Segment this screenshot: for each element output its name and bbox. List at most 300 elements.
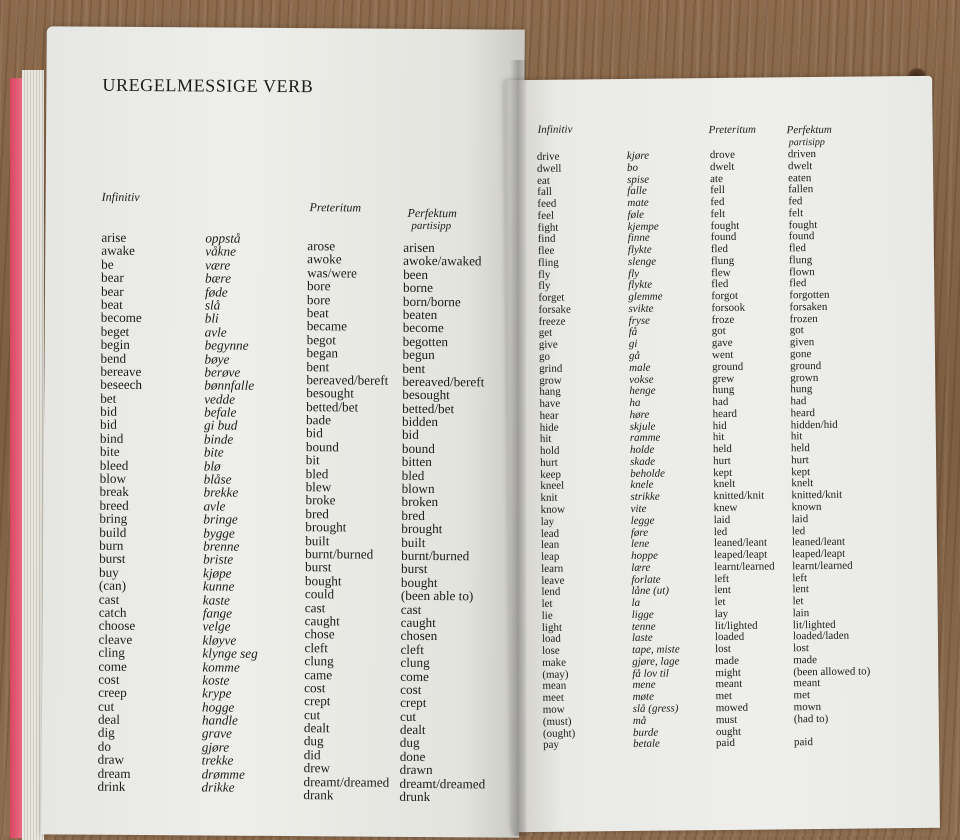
verb-preterite: fled	[711, 278, 729, 291]
verb-infinitive: cast	[98, 591, 120, 607]
verb-perfect: met	[793, 689, 811, 702]
verb-infinitive: lean	[540, 538, 560, 552]
verb-preterite: fell	[710, 184, 725, 197]
verb-infinitive: hold	[539, 444, 560, 458]
verb-norwegian: tape, miste	[631, 643, 680, 657]
verb-infinitive: awake	[101, 243, 136, 259]
verb-perfect: given	[789, 336, 815, 349]
verb-preterite: mowed	[715, 701, 749, 715]
verb-norwegian: la	[631, 596, 641, 610]
verb-infinitive: be	[101, 256, 114, 272]
verb-preterite: cost	[304, 680, 326, 696]
verb-perfect: come	[400, 668, 429, 684]
verb-infinitive: forget	[538, 291, 565, 305]
header-preterite: Preteritum	[309, 200, 362, 215]
verb-infinitive: deal	[97, 711, 121, 727]
verb-perfect: hurt	[791, 453, 809, 467]
verb-norwegian: avle	[204, 324, 227, 340]
verb-infinitive: become	[100, 310, 142, 326]
verb-perfect: grown	[790, 371, 819, 384]
verb-infinitive: breed	[99, 497, 129, 513]
verb-norwegian: bøye	[204, 350, 230, 367]
verb-perfect: burnt/burned	[401, 547, 470, 564]
right-perfect-column	[788, 148, 871, 749]
verb-norwegian: drømme	[201, 766, 245, 782]
verb-perfect: leaned/leant	[791, 535, 846, 549]
header-perfect-right: Perfektum	[786, 123, 832, 137]
header-infinitive: Infinitiv	[101, 189, 140, 204]
verb-preterite: led	[713, 525, 728, 538]
verb-perfect: ground	[790, 359, 822, 373]
verb-infinitive: go	[538, 350, 551, 363]
verb-norwegian: gjøre, lage	[632, 655, 680, 668]
verb-perfect: dreamt/dreamed	[399, 775, 486, 792]
verb-perfect: crept	[400, 695, 427, 711]
verb-infinitive: burn	[99, 537, 124, 553]
verb-perfect: lain	[792, 606, 810, 620]
verb-perfect: forgotten	[789, 289, 830, 302]
verb-preterite: burst	[305, 559, 332, 575]
verb-preterite: bore	[306, 278, 331, 294]
verb-preterite: bound	[305, 439, 339, 455]
verb-infinitive: give	[538, 338, 558, 352]
verb-infinitive: bereave	[100, 363, 142, 379]
verb-preterite: hurt	[713, 454, 731, 467]
verb-infinitive: knit	[540, 491, 558, 505]
verb-perfect: besought	[402, 387, 450, 403]
verb-norwegian: kaste	[202, 591, 230, 608]
verb-infinitive: blow	[99, 470, 127, 486]
verb-preterite: broke	[305, 492, 336, 508]
verb-perfect: knitted/knit	[791, 488, 843, 502]
verb-preterite: drank	[303, 787, 334, 803]
verb-preterite: dug	[303, 733, 324, 749]
verb-infinitive: have	[539, 397, 561, 410]
verb-perfect: become	[402, 320, 444, 336]
verb-norwegian: holde	[629, 443, 655, 457]
verb-norwegian: bære	[205, 270, 232, 286]
verb-perfect: learnt/learned	[792, 559, 853, 573]
verb-norwegian: glemme	[628, 290, 663, 304]
verb-preterite: ate	[710, 172, 724, 185]
verb-norwegian: bo	[626, 161, 639, 174]
verb-perfect: bid	[401, 427, 419, 443]
verb-perfect: heard	[790, 406, 816, 420]
verb-preterite: meant	[715, 678, 743, 691]
verb-perfect: born/borne	[402, 293, 461, 309]
verb-perfect: built	[401, 534, 426, 550]
verb-infinitive: dig	[97, 725, 115, 741]
verb-preterite: bent	[306, 358, 330, 374]
verb-perfect: dug	[399, 735, 420, 751]
verb-norwegian: kløyve	[202, 632, 237, 648]
verb-norwegian: betale	[632, 737, 660, 751]
left-preterite-column	[303, 239, 393, 802]
verb-norwegian: vedde	[204, 391, 236, 407]
verb-perfect: bought	[400, 574, 438, 590]
verb-perfect: dwelt	[787, 159, 813, 173]
verb-perfect: bidden	[402, 413, 439, 430]
verb-perfect: frozen	[789, 312, 818, 326]
verb-infinitive: bend	[100, 350, 127, 366]
right-page	[504, 76, 940, 832]
verb-preterite: made	[715, 654, 740, 668]
verb-infinitive: dream	[97, 765, 131, 781]
verb-norwegian: bite	[203, 444, 224, 460]
verb-norwegian: fryse	[628, 314, 651, 327]
verb-perfect: bred	[401, 507, 425, 523]
verb-norwegian: tenne	[631, 620, 656, 633]
verb-perfect: knelt	[791, 477, 814, 490]
verb-infinitive: feel	[537, 209, 555, 222]
verb-infinitive: bid	[99, 417, 117, 433]
verb-infinitive: cut	[98, 698, 115, 714]
verb-perfect: lost	[792, 642, 810, 655]
verb-perfect: cleft	[400, 641, 424, 657]
verb-norwegian: vokse	[629, 373, 654, 386]
verb-perfect: done	[399, 748, 426, 764]
verb-norwegian: klynge seg	[202, 645, 258, 661]
verb-preterite: came	[304, 666, 333, 682]
verb-perfect: got	[789, 324, 804, 337]
verb-perfect: had	[790, 395, 807, 408]
verb-infinitive: leave	[541, 574, 565, 587]
verb-norwegian: mate	[627, 196, 649, 210]
verb-norwegian: oppstå	[205, 230, 241, 246]
verb-norwegian: avle	[203, 498, 226, 514]
verb-norwegian: binde	[203, 431, 234, 447]
verb-preterite: bought	[304, 572, 342, 589]
verb-preterite: dwelt	[709, 160, 735, 173]
verb-preterite: bid	[305, 425, 323, 441]
verb-norwegian: koste	[202, 672, 230, 688]
verb-infinitive: pay	[542, 739, 559, 752]
verb-norwegian: bli	[204, 310, 219, 326]
verb-infinitive: beat	[100, 296, 123, 312]
verb-norwegian: laste	[631, 632, 653, 645]
verb-infinitive: fight	[537, 221, 559, 234]
verb-infinitive: (may)	[542, 668, 569, 681]
verb-infinitive: light	[541, 621, 563, 634]
verb-norwegian: velge	[202, 618, 231, 634]
verb-infinitive: forsake	[538, 303, 571, 316]
header-participle-right: partisipp	[788, 136, 825, 149]
verb-norwegian: brekke	[203, 484, 239, 501]
verb-preterite: was/were	[307, 264, 357, 281]
verb-preterite: beat	[306, 305, 329, 321]
verb-norwegian: kunne	[202, 578, 235, 594]
right-infinitive-column	[537, 152, 576, 752]
verb-perfect: clung	[400, 654, 430, 671]
verb-preterite: gave	[711, 337, 733, 350]
verb-perfect: betted/bet	[402, 400, 455, 416]
verb-infinitive: draw	[97, 751, 125, 768]
page-stack-edge	[22, 70, 44, 840]
verb-preterite: ought	[715, 725, 742, 738]
verb-infinitive: do	[97, 738, 112, 754]
verb-preterite: cut	[303, 706, 321, 722]
verb-infinitive: (can)	[98, 577, 127, 594]
verb-infinitive: grow	[539, 374, 562, 387]
verb-infinitive: lend	[541, 586, 561, 599]
verb-norwegian: lære	[631, 561, 651, 574]
verb-infinitive: lose	[541, 644, 560, 658]
verb-infinitive: beseech	[100, 377, 143, 393]
verb-perfect: fed	[788, 195, 803, 208]
verb-perfect: chosen	[400, 628, 438, 644]
verb-preterite: felt	[710, 207, 726, 220]
verb-infinitive: keep	[540, 468, 562, 481]
verb-perfect: forsaken	[789, 300, 828, 314]
verb-perfect: (been allowed to)	[793, 665, 871, 678]
header-infinitive-right: Infinitiv	[537, 123, 573, 136]
verb-perfect: fought	[788, 218, 818, 231]
verb-perfect: blown	[401, 480, 435, 497]
verb-infinitive: hear	[539, 409, 559, 422]
verb-norwegian: svikte	[628, 302, 654, 315]
verb-norwegian: beholde	[630, 467, 666, 480]
verb-norwegian: våkne	[205, 243, 237, 260]
verb-infinitive: (ought)	[542, 727, 576, 740]
verb-preterite: chose	[304, 626, 335, 642]
verb-norwegian: blåse	[203, 471, 232, 487]
verb-preterite: heard	[712, 407, 738, 420]
verb-norwegian: begynne	[204, 337, 249, 353]
verb-norwegian: ramme	[629, 432, 661, 445]
right-preterite-column	[710, 149, 777, 750]
verb-preterite: had	[712, 396, 729, 409]
verb-preterite: froze	[711, 313, 735, 326]
verb-perfect: (been able to)	[400, 587, 474, 604]
verb-perfect: fled	[788, 242, 807, 255]
verb-perfect: drunk	[399, 788, 431, 805]
verb-preterite: arose	[307, 238, 336, 254]
verb-infinitive: make	[542, 656, 567, 669]
verb-norwegian: slå (gress)	[632, 702, 679, 715]
verb-perfect: awoke/awaked	[403, 253, 482, 269]
verb-infinitive: know	[540, 503, 566, 516]
verb-perfect: held	[790, 442, 810, 455]
verb-perfect: bereaved/bereft	[402, 373, 485, 390]
header-preterite-right: Preteritum	[708, 123, 756, 137]
verb-infinitive: fly	[538, 268, 551, 281]
verb-norwegian: komme	[202, 658, 240, 675]
verb-infinitive: let	[541, 597, 553, 610]
verb-perfect: felt	[788, 206, 804, 220]
verb-perfect: bitten	[401, 454, 432, 470]
verb-norwegian: grave	[201, 725, 232, 742]
verb-norwegian: få lov til	[632, 667, 670, 680]
verb-infinitive: cling	[98, 644, 125, 661]
verb-norwegian: gi	[628, 338, 638, 351]
verb-perfect: drawn	[399, 762, 433, 778]
verb-preterite: bade	[306, 412, 332, 428]
verb-preterite: built	[305, 532, 330, 548]
verb-norwegian: male	[629, 361, 651, 374]
verb-perfect: cast	[400, 601, 422, 617]
verb-norwegian: føre	[630, 526, 649, 539]
verb-preterite: besought	[306, 385, 354, 401]
verb-norwegian: flykte	[627, 243, 652, 257]
verb-preterite: laid	[713, 513, 731, 526]
verb-norwegian: kjøre	[626, 149, 650, 162]
verb-norwegian: finne	[627, 232, 650, 245]
verb-perfect: arisen	[403, 239, 435, 256]
verb-perfect: beaten	[402, 306, 438, 323]
verb-infinitive: hang	[539, 385, 561, 399]
verb-norwegian: flykte	[628, 279, 653, 292]
verb-infinitive: bet	[100, 390, 117, 406]
verb-norwegian: skjule	[629, 420, 656, 433]
verb-infinitive: learn	[541, 562, 564, 575]
verb-norwegian: fange	[202, 605, 233, 621]
verb-norwegian: drikke	[201, 779, 235, 795]
verb-preterite: bled	[305, 465, 329, 481]
verb-preterite: knew	[713, 501, 738, 515]
verb-perfect: (had to)	[793, 712, 829, 726]
verb-perfect: paid	[793, 736, 814, 749]
verb-infinitive: grind	[539, 362, 563, 375]
verb-perfect: known	[791, 500, 822, 514]
verb-preterite: might	[715, 666, 742, 679]
verb-perfect: bled	[401, 467, 425, 483]
verb-infinitive: (must)	[542, 715, 572, 728]
verb-preterite: became	[306, 318, 348, 334]
verb-preterite: began	[306, 345, 339, 361]
verb-perfect: burst	[400, 561, 428, 577]
verb-norwegian: være	[205, 257, 231, 273]
verb-norwegian: henge	[629, 385, 656, 398]
verb-preterite: flew	[711, 266, 731, 279]
verb-perfect: cost	[400, 681, 422, 697]
book-gutter-shadow	[510, 60, 526, 836]
verb-perfect: broken	[401, 494, 439, 510]
right-norwegian-column	[627, 150, 681, 751]
left-infinitive-column	[97, 231, 143, 794]
verb-preterite: knitted/knit	[713, 489, 765, 503]
verb-norwegian: låne (ut)	[631, 584, 670, 598]
verb-norwegian: handle	[201, 712, 238, 728]
verb-norwegian: mene	[632, 679, 656, 692]
verb-preterite: blew	[305, 479, 332, 495]
verb-norwegian: ha	[629, 396, 641, 410]
verb-infinitive: arise	[101, 229, 127, 245]
verb-infinitive: mow	[542, 703, 565, 716]
verb-norwegian: trekke	[201, 752, 234, 768]
verb-infinitive: catch	[98, 604, 127, 620]
verb-preterite: bore	[306, 291, 331, 307]
verb-preterite: fed	[710, 196, 725, 209]
verb-norwegian: kjempe	[627, 220, 659, 233]
verb-norwegian: falle	[627, 185, 647, 198]
verb-infinitive: leap	[541, 550, 560, 563]
verb-norwegian: fly	[628, 267, 640, 280]
verb-preterite: paid	[715, 737, 736, 750]
verb-preterite: brought	[305, 519, 347, 535]
verb-infinitive: begin	[100, 336, 130, 353]
verb-norwegian: forlate	[631, 573, 661, 586]
verb-infinitive: freeze	[538, 315, 566, 328]
verb-preterite: caught	[304, 613, 340, 629]
verb-preterite: awoke	[307, 251, 342, 267]
verb-infinitive: fall	[537, 186, 552, 199]
verb-norwegian: hoppe	[631, 549, 659, 562]
verb-infinitive: creep	[98, 684, 127, 701]
verb-perfect: eaten	[788, 171, 812, 184]
verb-preterite: found	[710, 231, 737, 244]
verb-infinitive: bind	[99, 430, 124, 446]
verb-infinitive: bleed	[99, 457, 129, 473]
verb-norwegian: blø	[203, 458, 221, 474]
verb-norwegian: gi bud	[203, 417, 238, 434]
verb-norwegian: hogge	[202, 699, 235, 715]
verb-preterite: met	[715, 690, 733, 703]
verb-norwegian: få	[628, 326, 638, 339]
verb-norwegian: burde	[632, 726, 659, 739]
verb-infinitive: eat	[537, 174, 551, 187]
verb-infinitive: fling	[537, 256, 559, 269]
verb-perfect: dealt	[399, 721, 426, 738]
verb-preterite: bit	[305, 452, 320, 468]
verb-perfect: flown	[789, 265, 815, 278]
verb-perfect: let	[792, 595, 804, 608]
verb-preterite: drove	[709, 148, 735, 162]
left-norwegian-column	[201, 231, 260, 794]
verb-preterite: leaned/leant	[713, 536, 768, 550]
verb-perfect: led	[791, 524, 806, 537]
verb-infinitive: come	[98, 658, 127, 674]
verb-infinitive: feed	[537, 197, 557, 210]
verb-infinitive: buy	[98, 564, 119, 580]
verb-infinitive: kneel	[540, 480, 565, 493]
verb-infinitive: hide	[539, 421, 559, 434]
verb-norwegian: møte	[632, 690, 654, 704]
verb-preterite: dealt	[303, 720, 330, 736]
verb-preterite: burnt/burned	[305, 546, 374, 562]
verb-preterite: fought	[710, 219, 740, 232]
verb-preterite: flung	[710, 254, 735, 267]
verb-preterite: did	[303, 746, 321, 763]
verb-preterite: lay	[714, 607, 729, 620]
verb-perfect: left	[792, 571, 808, 584]
verb-norwegian: knele	[630, 479, 654, 492]
verb-preterite: crept	[304, 693, 331, 709]
verb-preterite: dreamt/dreamed	[303, 773, 390, 790]
verb-perfect: leaped/leapt	[791, 547, 846, 561]
verb-preterite: hung	[712, 384, 735, 397]
verb-norwegian: lene	[630, 538, 650, 551]
verb-preterite: cast	[304, 599, 326, 615]
verb-perfect: cut	[399, 708, 417, 724]
verb-preterite: let	[714, 596, 726, 609]
verb-infinitive: hurt	[540, 456, 558, 469]
verb-preterite: got	[711, 325, 726, 338]
verb-infinitive: load	[541, 633, 561, 646]
verb-norwegian: bygge	[203, 525, 235, 541]
verb-norwegian: befale	[204, 404, 237, 420]
verb-infinitive: bite	[99, 443, 120, 460]
verb-perfect: driven	[787, 147, 817, 161]
verb-norwegian: legge	[630, 514, 655, 527]
verb-norwegian: vite	[630, 502, 647, 515]
verb-infinitive: fly	[538, 280, 551, 293]
verb-perfect: kept	[791, 465, 811, 478]
verb-perfect: lit/lighted	[792, 618, 836, 631]
verb-infinitive: meet	[542, 691, 564, 705]
verb-preterite: lent	[714, 584, 731, 597]
verb-infinitive: lead	[540, 527, 560, 540]
verb-infinitive: cleave	[98, 631, 133, 647]
